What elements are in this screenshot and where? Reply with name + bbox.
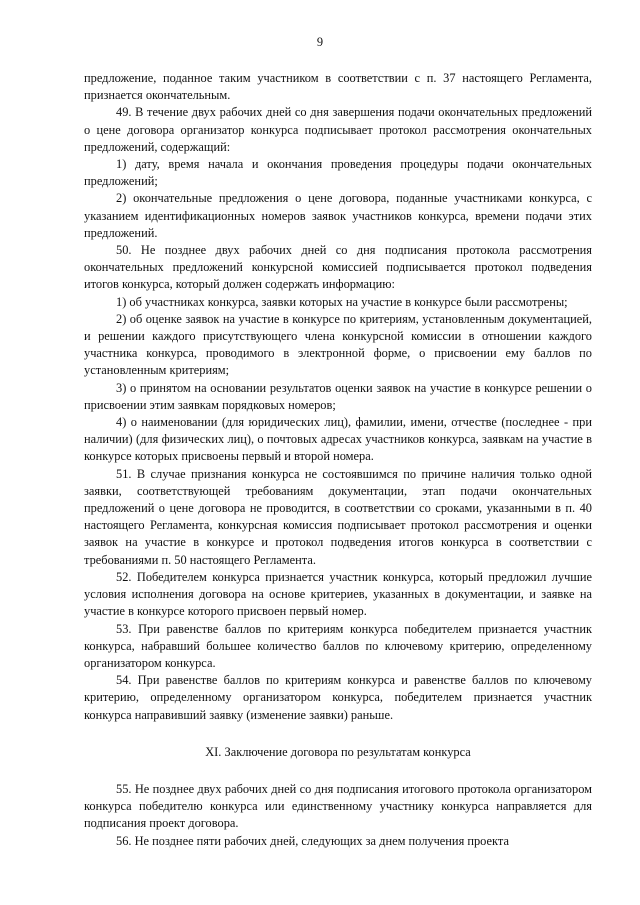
paragraph: 53. При равенстве баллов по критериям конкурса победителем признается участник конкурса, набравший большее количество баллов по ключевому критерию, определенному организатором конкурса. bbox=[84, 621, 592, 670]
paragraph: 49. В течение двух рабочих дней со дня завершения подачи окончательных предложений о цене договора организатор конкурса подписывает протокол рассмотрения окончательных предложений, содержащий: bbox=[84, 105, 592, 154]
paragraph: 55. Не позднее двух рабочих дней со дня подписания итогового протокола организатором конкурса победителю конкурса или единственному участнику конкурса направляется для подписания проект договора. bbox=[84, 781, 592, 831]
paragraph: 50. Не позднее двух рабочих дней со дня подписания протокола рассмотрения окончательных предложений конкурсной комиссией подписывается протокол подведения итогов конкурса, который должен содержать информацию: bbox=[84, 243, 592, 292]
paragraphs-after-heading bbox=[84, 781, 592, 850]
document-body bbox=[84, 70, 592, 850]
paragraph: 4) о наименовании (для юридических лиц), фамилии, имени, отчестве (последнее - при наличии) (для физических лиц), о почтовых адресах участников конкурса, заявкам на участие в конкурсе которых присвоены первый и второй номера. bbox=[84, 415, 592, 464]
paragraph: 54. При равенстве баллов по критериям конкурса и равенстве баллов по ключевому критерию, определенному организатором конкурса, победителем признается участник конкурса направивший заявку (изменение заявки) раньше. bbox=[84, 673, 592, 722]
paragraph: 2) окончательные предложения о цене договора, поданные участниками конкурса, с указанием идентификационных номеров заявок участников конкурса, времени подачи этих предложений. bbox=[84, 191, 592, 240]
paragraph: 1) дату, время начала и окончания проведения процедуры подачи окончательных предложений; bbox=[84, 157, 592, 189]
paragraph: 3) о принятом на основании результатов оценки заявок на участие в конкурсе решении о присвоении этим заявкам порядковых номеров; bbox=[84, 380, 592, 412]
paragraph: 56. Не позднее пяти рабочих дней, следующих за днем получения проекта bbox=[116, 833, 509, 848]
paragraphs-before-heading bbox=[84, 70, 592, 724]
paragraph: 1) об участниках конкурса, заявки которых на участие в конкурсе были рассмотрены; bbox=[116, 294, 568, 309]
paragraph: 51. В случае признания конкурса не состоявшимся по причине наличия только одной заявки, соответствующей требованиям документации, этап подачи окончательных предложений о цене договора не проводится, в соответствии со сроками, указанными в п. 40 настоящего Регламента, конкурсная комиссия подписывает протокол рассмотрения и оценки заявок на участие в конкурсе и протокол подведения итогов конкурса в соответствии с требованиями п. 50 настоящего Регламента. bbox=[84, 466, 592, 567]
paragraph: предложение, поданное таким участником в соответствии с п. 37 настоящего Регламента, признается окончательным. bbox=[84, 71, 592, 103]
paragraph: 52. Победителем конкурса признается участник конкурса, который предложил лучшие условия исполнения договора на основе критериев, указанных в документации, и заявке на участие в конкурсе которого присвоен первый номер. bbox=[84, 569, 592, 619]
paragraph: 2) об оценке заявок на участие в конкурсе по критериям, установленным документацией, и решении каждого присутствующего члена конкурсной комиссии в отношении каждого участника конкурса, проводимого в электронной форме, о присвоении ему баллов по установленным критериям; bbox=[84, 311, 592, 378]
section-heading: XI. Заключение договора по результатам конкурса bbox=[205, 744, 471, 759]
page-number: 9 bbox=[316, 35, 324, 49]
